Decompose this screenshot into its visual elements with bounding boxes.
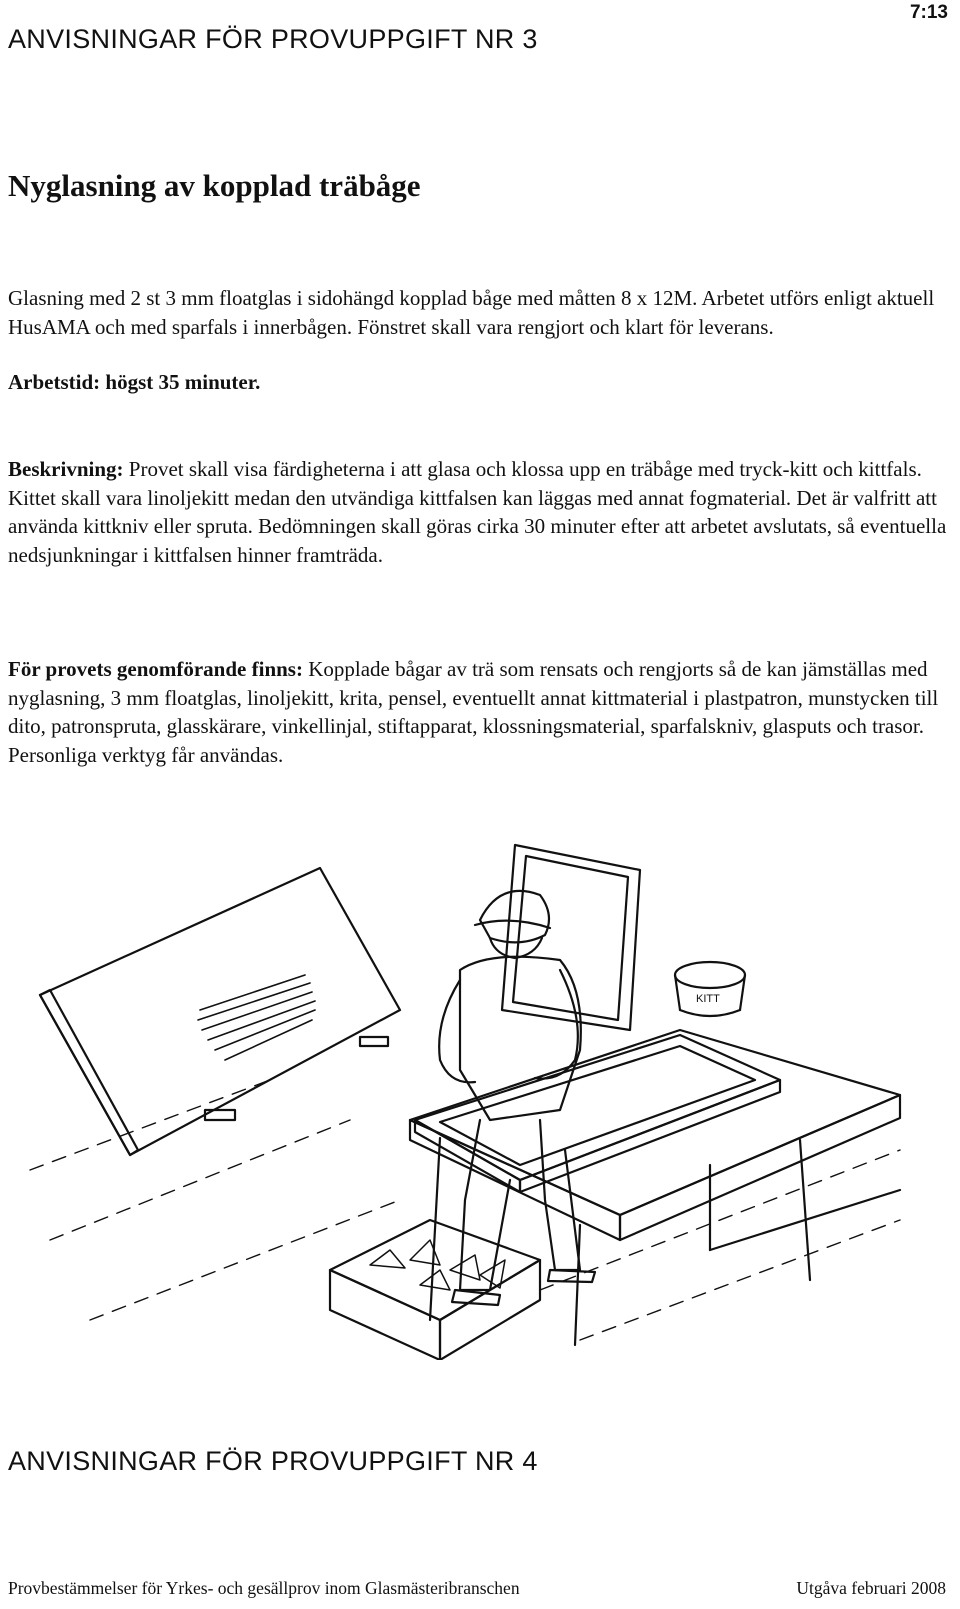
work-time: Arbetstid: högst 35 minuter. <box>8 370 261 394</box>
footer-right: Utgåva februari 2008 <box>796 1578 946 1598</box>
standing-window-frame-icon <box>502 845 640 1030</box>
description-text: Provet skall visa färdigheterna i att glasa och klossa upp en träbåge med tryck-kitt och kittfals. Kittet skall vara linoljekitt medan den utvändiga kittfalsen kan läggas med annat fogmaterial. Det är valfritt att använda kittkniv eller spruta. Bedömningen skall göras cirka 30 minuter efter att arbetet avslutats, så eventuella nedsjunkningar i kittfalsen hinner framträda. <box>8 457 947 567</box>
leaning-glass-pane-icon <box>40 868 400 1155</box>
document-title: Nyglasning av kopplad träbåge <box>8 168 421 203</box>
page-number: 7:13 <box>909 2 948 23</box>
workbench-icon <box>410 1030 900 1345</box>
bucket-label: KITT <box>696 993 720 1005</box>
intro-paragraph: Glasning med 2 st 3 mm floatglas i sidohängd kopplad båge med måtten 8 x 12M. Arbetet utförs enligt aktuell HusAMA och med sparfals i innerbågen. Fönstret skall vara rengjort och klart för leverans. <box>8 286 935 339</box>
materials-label: För provets genomförande finns: <box>8 657 303 681</box>
description-label: Beskrivning: <box>8 457 124 481</box>
materials-paragraph <box>8 655 953 769</box>
footer-left: Provbestämmelser för Yrkes- och gesällprov inom Glasmästeribranschen <box>8 1578 520 1598</box>
putty-bucket-icon <box>675 962 745 1016</box>
next-section-title: ANVISNINGAR FÖR PROVUPPGIFT NR 4 <box>8 1446 538 1476</box>
header-title: ANVISNINGAR FÖR PROVUPPGIFT NR 3 <box>8 24 538 54</box>
glazier-workbench-illustration <box>20 820 920 1360</box>
materials-text: Kopplade bågar av trä som rensats och rengjorts så de kan jämställas med nyglasning, 3 mm floatglas, linoljekitt, krita, pensel, eventuellt annat kittmaterial i plastpatron, munstycken till dito, patronspruta, glasskärare, vinkellinjal, stiftapparat, klossningsmaterial, sparfalskniv, glasputs och trasor. Personliga verktyg får användas. <box>8 657 939 767</box>
description-paragraph <box>8 455 953 569</box>
